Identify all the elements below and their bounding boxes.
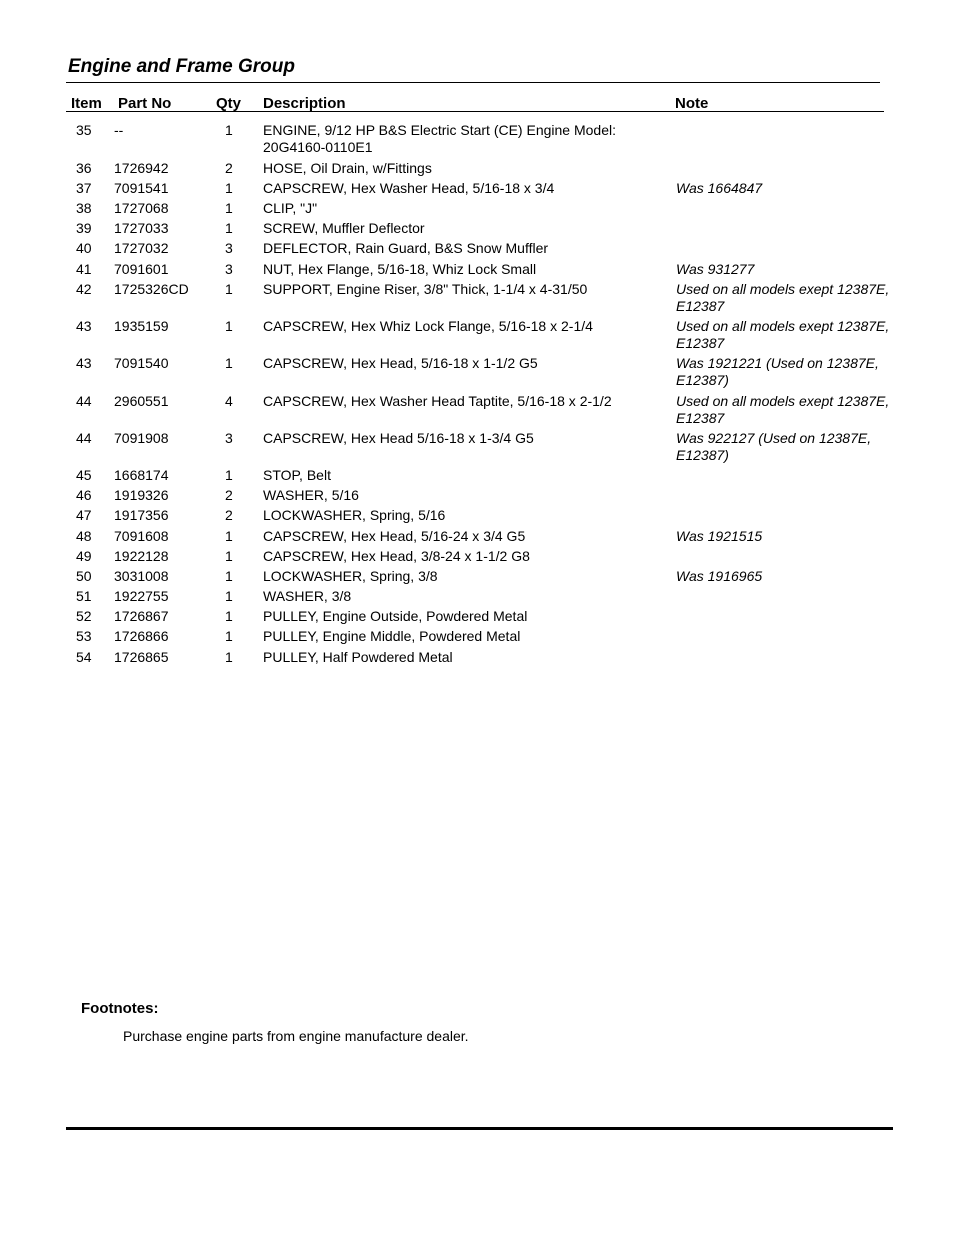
cell-part-no: 1922128	[114, 548, 169, 564]
cell-part-no: 7091541	[114, 180, 169, 196]
column-header-qty: Qty	[216, 95, 242, 112]
cell-description: SUPPORT, Engine Riser, 3/8" Thick, 1-1/4 x 4-31/50	[263, 281, 588, 297]
cell-part-no: 1726865	[114, 649, 169, 665]
cell-description: CAPSCREW, Hex Head, 5/16-18 x 1-1/2 G5	[263, 355, 538, 371]
cell-qty: 3	[225, 240, 233, 256]
cell-item: 42	[76, 281, 92, 297]
cell-item: 46	[76, 487, 92, 503]
cell-item: 48	[76, 528, 92, 544]
cell-note: Was 931277	[676, 261, 755, 277]
cell-item: 36	[76, 160, 92, 176]
cell-part-no: 1727033	[114, 220, 169, 236]
cell-qty: 1	[225, 281, 233, 297]
cell-part-no: 7091540	[114, 355, 169, 371]
cell-note: Was 1921221 (Used on 12387E, E12387)	[676, 355, 879, 388]
cell-item: 52	[76, 608, 92, 624]
cell-description: PULLEY, Engine Outside, Powdered Metal	[263, 608, 528, 624]
cell-part-no: 1917356	[114, 507, 169, 523]
cell-item: 50	[76, 568, 92, 584]
cell-qty: 1	[225, 568, 233, 584]
cell-part-no: 1935159	[114, 318, 169, 334]
cell-item: 49	[76, 548, 92, 564]
cell-qty: 1	[225, 355, 233, 371]
cell-part-no: 7091908	[114, 430, 169, 446]
cell-description: CAPSCREW, Hex Head, 5/16-24 x 3/4 G5	[263, 528, 526, 544]
footnote-text: Purchase engine parts from engine manufacture dealer.	[123, 1028, 469, 1044]
cell-description: CAPSCREW, Hex Washer Head Taptite, 5/16-18 x 2-1/2	[263, 393, 612, 409]
cell-description: CAPSCREW, Hex Whiz Lock Flange, 5/16-18 x 2-1/4	[263, 318, 593, 334]
cell-qty: 2	[225, 507, 233, 523]
cell-part-no: 7091601	[114, 261, 169, 277]
cell-description: PULLEY, Engine Middle, Powdered Metal	[263, 628, 521, 644]
cell-qty: 1	[225, 180, 233, 196]
cell-qty: 1	[225, 467, 233, 483]
cell-item: 44	[76, 430, 92, 446]
cell-item: 39	[76, 220, 92, 236]
cell-note: Used on all models exept 12387E, E12387	[676, 318, 890, 351]
cell-description: CAPSCREW, Hex Head, 3/8-24 x 1-1/2 G8	[263, 548, 530, 564]
column-header-description: Description	[263, 95, 346, 112]
cell-description: LOCKWASHER, Spring, 3/8	[263, 568, 438, 584]
cell-item: 40	[76, 240, 92, 256]
cell-item: 38	[76, 200, 92, 216]
cell-item: 41	[76, 261, 92, 277]
cell-item: 45	[76, 467, 92, 483]
cell-description: WASHER, 5/16	[263, 487, 359, 503]
cell-part-no: 3031008	[114, 568, 169, 584]
cell-part-no: 1727068	[114, 200, 169, 216]
cell-qty: 1	[225, 649, 233, 665]
cell-qty: 2	[225, 487, 233, 503]
cell-qty: 1	[225, 528, 233, 544]
cell-item: 37	[76, 180, 92, 196]
cell-note: Was 1916965	[676, 568, 763, 584]
cell-qty: 1	[225, 200, 233, 216]
cell-item: 54	[76, 649, 92, 665]
column-header-item: Item	[71, 95, 102, 112]
cell-part-no: 1726867	[114, 608, 169, 624]
cell-description: ENGINE, 9/12 HP B&S Electric Start (CE) Engine Model: 20G4160-0110E1	[263, 122, 616, 155]
cell-part-no: 1726866	[114, 628, 169, 644]
cell-part-no: 7091608	[114, 528, 169, 544]
cell-note: Used on all models exept 12387E, E12387	[676, 281, 890, 314]
cell-description: STOP, Belt	[263, 467, 331, 483]
cell-note: Was 1664847	[676, 180, 763, 196]
cell-item: 53	[76, 628, 92, 644]
cell-item: 43	[76, 355, 92, 371]
cell-part-no: 1725326CD	[114, 281, 189, 297]
cell-note: Was 922127 (Used on 12387E, E12387)	[676, 430, 872, 463]
cell-qty: 1	[225, 628, 233, 644]
header-divider	[66, 111, 884, 112]
cell-qty: 1	[225, 608, 233, 624]
cell-part-no: 2960551	[114, 393, 169, 409]
cell-qty: 3	[225, 261, 233, 277]
cell-note: Was 1921515	[676, 528, 763, 544]
footer-divider	[66, 1127, 893, 1130]
cell-qty: 1	[225, 220, 233, 236]
column-header-note: Note	[675, 95, 709, 112]
page-title: Engine and Frame Group	[68, 56, 295, 77]
cell-description: LOCKWASHER, Spring, 5/16	[263, 507, 446, 523]
cell-qty: 1	[225, 122, 233, 138]
cell-part-no: --	[114, 122, 124, 138]
cell-part-no: 1922755	[114, 588, 169, 604]
cell-qty: 1	[225, 588, 233, 604]
cell-qty: 2	[225, 160, 233, 176]
footnotes-heading: Footnotes:	[81, 1000, 159, 1017]
cell-description: PULLEY, Half Powdered Metal	[263, 649, 453, 665]
cell-qty: 1	[225, 548, 233, 564]
cell-qty: 3	[225, 430, 233, 446]
cell-item: 51	[76, 588, 92, 604]
cell-description: DEFLECTOR, Rain Guard, B&S Snow Muffler	[263, 240, 549, 256]
cell-part-no: 1726942	[114, 160, 169, 176]
cell-description: HOSE, Oil Drain, w/Fittings	[263, 160, 432, 176]
cell-description: SCREW, Muffler Deflector	[263, 220, 425, 236]
cell-qty: 4	[225, 393, 233, 409]
cell-description: WASHER, 3/8	[263, 588, 352, 604]
column-header-part-no: Part No	[118, 95, 172, 112]
cell-description: NUT, Hex Flange, 5/16-18, Whiz Lock Small	[263, 261, 537, 277]
cell-item: 47	[76, 507, 92, 523]
title-divider	[66, 82, 880, 83]
cell-note: Used on all models exept 12387E, E12387	[676, 393, 890, 426]
cell-part-no: 1919326	[114, 487, 169, 503]
cell-description: CAPSCREW, Hex Washer Head, 5/16-18 x 3/4	[263, 180, 555, 196]
cell-qty: 1	[225, 318, 233, 334]
cell-part-no: 1727032	[114, 240, 169, 256]
cell-description: CAPSCREW, Hex Head 5/16-18 x 1-3/4 G5	[263, 430, 534, 446]
cell-item: 43	[76, 318, 92, 334]
cell-part-no: 1668174	[114, 467, 169, 483]
cell-item: 35	[76, 122, 92, 138]
cell-item: 44	[76, 393, 92, 409]
cell-description: CLIP, "J"	[263, 200, 318, 216]
